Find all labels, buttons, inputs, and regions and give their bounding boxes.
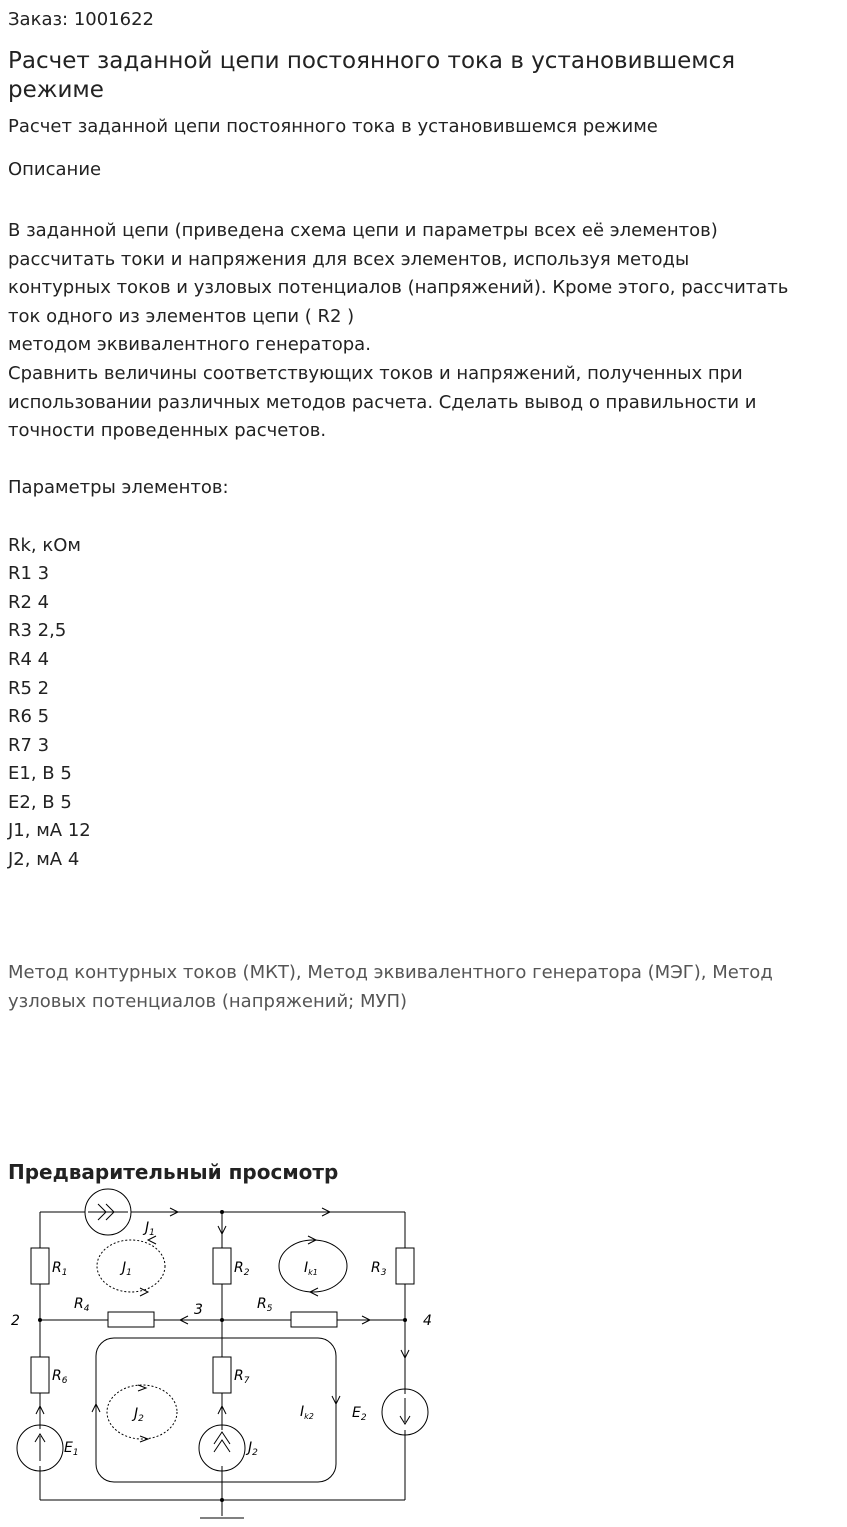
label-r7: $R_7$: [234, 1368, 250, 1386]
label-r5: $R_5$: [257, 1296, 273, 1314]
label-ik1: $I_{k1}$: [304, 1260, 318, 1277]
label-ik2: $I_{k2}$: [300, 1404, 314, 1421]
label-j2-loop: $J_2$: [134, 1406, 144, 1424]
method-link-mup[interactable]: Метод узловых потенциалов (напряжений; МУП): [8, 962, 773, 1012]
methods-tags: [8, 958, 838, 1016]
description-label: Описание: [8, 159, 102, 180]
preview-heading: Предварительный просмотр: [8, 1160, 339, 1184]
method-link-mkt[interactable]: Метод контурных токов (МКТ): [8, 962, 296, 983]
label-r6: $R_6$: [52, 1368, 68, 1386]
label-j1-loop: $J_1$: [122, 1260, 132, 1278]
order-number: Заказ: 1001622: [8, 9, 154, 30]
page-title: Расчет заданной цепи постоянного тока в установившемся режиме: [8, 48, 736, 103]
description-text: В заданной цепи (приведена схема цепи и параметры всех её элементов) рассчитать токи и напряжения для всех элементов, используя методы контурных токов и узловых потенциалов (напряжений). Кроме этого, рассчитать ток одного из элементов цепи ( R2 ) методом эквивалентного генератора. Сравнить величины соответствующих токов и напряжений, полученных при использовании различных методов расчета. Сделать вывод о правильности и точности проведенных расчетов. Параметры элементов: Rk, кОм R1 3 R2 4 R3 2,5 R4 4 R5 2 R6 5 R7 3 E1, В 5 E2, В 5 J1, мА 12 J2, мА 4: [8, 220, 789, 871]
method-separator: ,: [295, 962, 308, 983]
label-r4: $R_4$: [74, 1296, 90, 1314]
label-e1: $E_1$: [64, 1440, 79, 1458]
page-subtitle: Расчет заданной цепи постоянного тока в установившемся режиме: [8, 116, 658, 137]
method-link-meg[interactable]: Метод эквивалентного генератора (МЭГ): [307, 962, 701, 983]
circuit-schematic: [0, 1186, 460, 1527]
label-r2: $R_2$: [234, 1260, 250, 1278]
label-node-2: 2: [11, 1313, 20, 1329]
label-node-4: 4: [423, 1313, 432, 1329]
label-node-3: 3: [194, 1302, 203, 1318]
label-r1: $R_1$: [52, 1260, 68, 1278]
label-r3: $R_3$: [371, 1260, 387, 1278]
label-j2: $J_2$: [248, 1440, 258, 1458]
label-j1: $J_1$: [145, 1220, 155, 1238]
label-e2: $E_2$: [352, 1405, 367, 1423]
method-separator: ,: [700, 962, 713, 983]
